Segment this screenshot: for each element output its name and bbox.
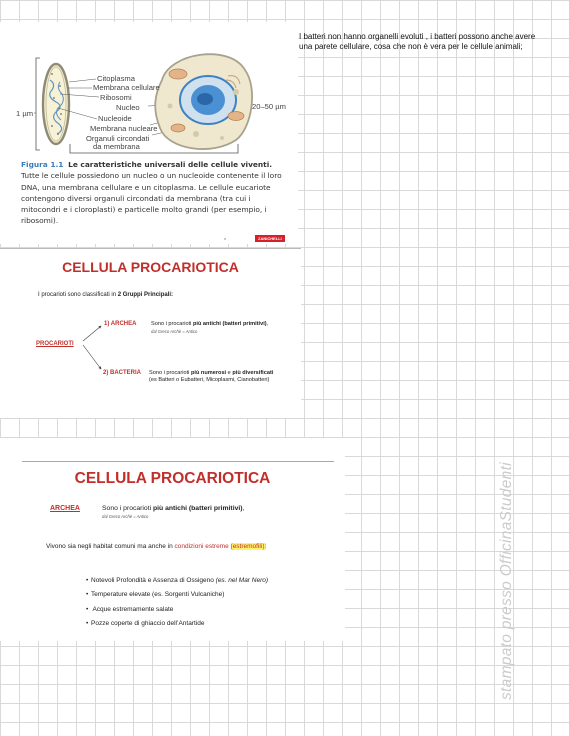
scale-left: 1 µm [16,109,34,118]
caption-body: Tutte le cellule possiedono un nucleo o un nucleoide contenente il loro DNA, una membrana cellulare e un citoplasma. Le cellule eucariote contengono diversi organuli circondati da membrana (tra cui i mitocondri e i cloroplasti) e particelle molto grandi (per esempio, i ribosomi). [21,171,282,226]
archea-etymology: dal Greco Archè = Antico [102,514,149,519]
animal-cell-drawing [155,54,252,149]
prokaryotes-label: PROCARIOTI [36,341,74,347]
slide-divider [22,461,334,462]
label-ribosomi: Ribosomi [100,93,132,102]
caption-number: Figura 1.1 [21,160,64,169]
list-item: • Temperature elevate (es. Sorgenti Vulcaniche) [86,588,268,602]
publisher-logo: ZANICHELLI [255,235,285,242]
slide2-title: CELLULA PROCARIOTICA [74,470,271,487]
archea-description: Sono i procarioti più antichi (batteri primitivi), dal Greco Archè = Antico [151,321,269,335]
slide1-title: CELLULA PROCARIOTICA [62,259,239,275]
bacterial-cell-drawing [43,64,69,144]
page-mark: n [224,236,227,241]
cell-illustration [0,22,298,162]
slide1-intro: I procarioti sono classificati in 2 Gruppi Principali: [38,292,174,298]
archea-label: 1) ARCHEA [104,321,137,327]
scale-right: 20–50 µm [252,102,286,111]
label-organuli-2: da membrana [93,142,140,151]
bacteria-label: 2) BACTERIA [103,370,142,376]
extreme-conditions-list [86,574,268,631]
cell-figure [0,22,298,244]
handwritten-note: I batteri non hanno organelli evoluti , i batteri possono anche avere una parete cellulare, cosa che non è vera per le cellule animali; [299,32,536,51]
habitat-sentence: Vivono sia negli habitat comuni ma anche in condizioni estreme (estremofili): [46,543,267,550]
archea-etymology: dal Greco Archè = Antico [151,329,198,335]
label-membrana-nucleare: Membrana nucleare [90,124,158,133]
caption-title: Le caratteristiche universali delle cellule viventi. [68,160,273,169]
list-item: • Pozze coperte di ghiaccio dell’Antartide [86,617,268,631]
bacteria-description: Sono i procarioti più numerosi e più diversificati (es Batteri o Eubatteri, Micoplasmi, Cianobatteri) [149,370,274,384]
list-item: • Notevoli Profondità e Assenza di Ossigeno (es. nel Mar Nero) [86,574,268,588]
label-organuli: Organuli circondati [86,134,150,143]
label-nucleoide: Nucleoide [98,114,132,123]
watermark: stampato presso OfficinaStudenti [498,462,515,700]
archea-description: Sono i procarioti più antichi (batteri primitivi), dal Greco Archè = Antico [102,505,245,519]
slide-archea-habitats [0,438,345,641]
figure-caption [21,159,291,227]
list-item: • Acque estremamente salate [86,603,268,617]
label-citoplasma: Citoplasma [97,74,135,83]
label-membrana-cellulare: Membrana cellulare [93,83,160,92]
slide-prokaryote-groups [0,248,301,418]
label-nucleo: Nucleo [116,103,140,112]
archea-label: ARCHEA [50,505,80,512]
